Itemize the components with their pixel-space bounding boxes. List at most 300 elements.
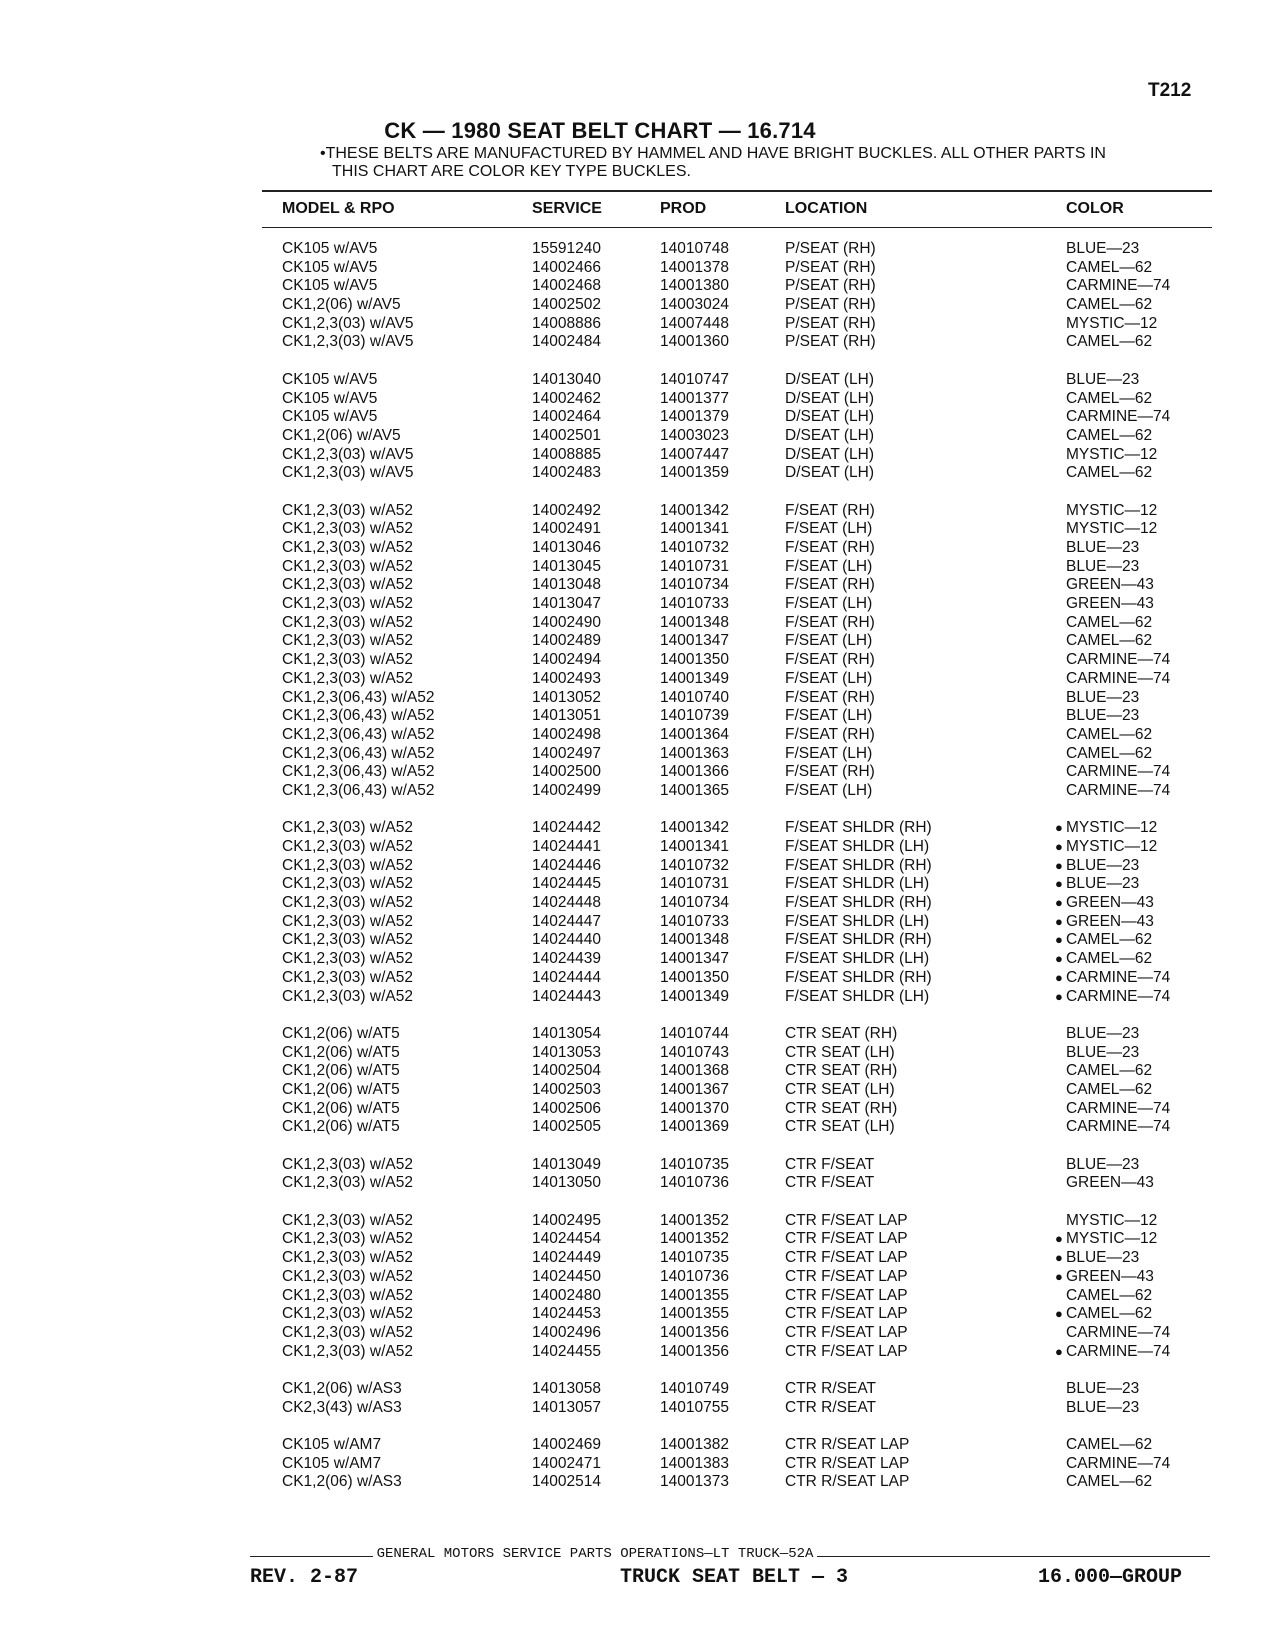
location-cell: CTR SEAT (RH)	[785, 1062, 898, 1080]
model-cell: CK1,2,3(03) w/A52	[282, 669, 413, 687]
hammel-bullet-icon: ●	[1055, 876, 1063, 892]
color-cell: BLUE—23	[1066, 1249, 1140, 1267]
location-cell: D/SEAT (LH)	[785, 408, 874, 426]
table-row	[0, 558, 1280, 577]
table-row	[0, 1118, 1280, 1137]
table-row	[0, 296, 1280, 315]
service-cell: 14013045	[532, 557, 601, 575]
color-cell: MYSTIC—12	[1066, 520, 1158, 538]
model-cell: CK1,2(06) w/AT5	[282, 1118, 400, 1136]
location-cell: D/SEAT (LH)	[785, 370, 874, 388]
service-cell: 14002483	[532, 464, 601, 482]
table-top-rule	[262, 190, 1212, 192]
color-cell: MYSTIC—12	[1066, 838, 1158, 855]
model-cell: CK1,2(06) w/AS3	[282, 1379, 402, 1397]
color-cell: MYSTIC—12	[1066, 445, 1158, 463]
location-cell: CTR F/SEAT	[785, 1174, 875, 1192]
prod-cell: 14001366	[660, 763, 729, 781]
service-cell: 14002496	[532, 1323, 601, 1341]
model-cell: CK105 w/AV5	[282, 240, 378, 257]
prod-cell: 14001348	[660, 613, 729, 631]
color-cell: CAMEL—62	[1066, 258, 1153, 276]
hammel-bullet-icon: ●	[1055, 1306, 1063, 1322]
service-cell: 14008885	[532, 445, 601, 463]
table-row	[0, 651, 1280, 670]
table-header-rule	[262, 227, 1212, 228]
location-cell: P/SEAT (RH)	[785, 258, 876, 276]
location-cell: F/SEAT (RH)	[785, 539, 875, 556]
color-cell: GREEN—43	[1066, 595, 1154, 613]
prod-cell: 14001373	[660, 1473, 729, 1491]
table-row	[0, 1473, 1280, 1492]
table-row	[0, 950, 1280, 969]
service-cell: 14002469	[532, 1436, 601, 1453]
prod-cell: 14001370	[660, 1099, 729, 1117]
buckle-note	[320, 145, 1160, 181]
service-cell: 14024453	[532, 1305, 601, 1323]
header-model: MODEL & RPO	[282, 200, 395, 217]
service-cell: 14024454	[532, 1230, 601, 1248]
prod-cell: 14001341	[660, 520, 729, 538]
service-cell: 14013057	[532, 1398, 601, 1416]
prod-cell: 14001355	[660, 1286, 729, 1304]
color-cell: CAMEL—62	[1066, 1473, 1153, 1491]
hammel-bullet-icon: ●	[1055, 913, 1063, 929]
service-cell: 14002466	[532, 258, 601, 276]
model-cell: CK1,2,3(03) w/A52	[282, 1230, 413, 1248]
model-cell: CK1,2,3(06,43) w/A52	[282, 744, 435, 762]
location-cell: F/SEAT SHLDR (LH)	[785, 838, 930, 855]
color-cell: CAMEL—62	[1066, 1062, 1153, 1080]
model-cell: CK1,2,3(03) w/A52	[282, 651, 413, 669]
model-cell: CK1,2(06) w/AT5	[282, 1024, 400, 1042]
row-group	[0, 371, 1280, 483]
color-cell: MYSTIC—12	[1066, 1230, 1158, 1248]
model-cell: CK1,2,3(03) w/A52	[282, 987, 413, 1005]
model-cell: CK1,2(06) w/AS3	[282, 1473, 402, 1491]
prod-cell: 14010732	[660, 856, 729, 874]
table-row	[0, 446, 1280, 465]
location-cell: CTR F/SEAT LAP	[785, 1267, 908, 1285]
table-row	[0, 1380, 1280, 1399]
location-cell: D/SEAT (LH)	[785, 389, 874, 407]
model-cell: CK1,2,3(03) w/A52	[282, 1323, 413, 1341]
color-cell: CAMEL—62	[1066, 1080, 1153, 1098]
prod-cell: 14007447	[660, 445, 729, 463]
color-cell: CAMEL—62	[1066, 744, 1153, 762]
location-cell: F/SEAT (LH)	[785, 632, 873, 650]
service-cell: 14024444	[532, 968, 601, 986]
service-cell: 14013050	[532, 1174, 601, 1192]
service-cell: 14013040	[532, 370, 601, 388]
table-row	[0, 1343, 1280, 1362]
color-cell: BLUE—23	[1066, 1024, 1140, 1042]
model-cell: CK1,2(06) w/AT5	[282, 1062, 400, 1080]
table-row	[0, 595, 1280, 614]
table-row	[0, 875, 1280, 894]
model-cell: CK1,2(06) w/AT5	[282, 1080, 400, 1098]
table-row	[0, 969, 1280, 988]
location-cell: F/SEAT (LH)	[785, 744, 873, 762]
table-row	[0, 1212, 1280, 1231]
table-row	[0, 1230, 1280, 1249]
model-cell: CK1,2,3(03) w/AV5	[282, 464, 414, 482]
location-cell: F/SEAT (RH)	[785, 725, 875, 743]
hammel-bullet-icon: ●	[1055, 951, 1063, 967]
prod-cell: 14010735	[660, 1249, 729, 1267]
color-cell: CARMINE—74	[1066, 1342, 1171, 1360]
service-cell: 14002490	[532, 613, 601, 631]
prod-cell: 14001356	[660, 1323, 729, 1341]
location-cell: CTR SEAT (RH)	[785, 1099, 898, 1117]
location-cell: F/SEAT SHLDR (RH)	[785, 931, 932, 949]
model-cell: CK1,2,3(03) w/A52	[282, 595, 413, 613]
row-group	[0, 1156, 1280, 1193]
location-cell: F/SEAT SHLDR (LH)	[785, 912, 930, 930]
header-location: LOCATION	[785, 200, 868, 217]
table-row	[0, 464, 1280, 483]
model-cell: CK1,2,3(03) w/A52	[282, 613, 413, 631]
service-cell: 14002468	[532, 277, 601, 295]
service-cell: 14002502	[532, 296, 601, 314]
location-cell: CTR F/SEAT LAP	[785, 1249, 908, 1267]
table-row	[0, 502, 1280, 521]
service-cell: 14024445	[532, 875, 601, 893]
prod-cell: 14001364	[660, 725, 729, 743]
location-cell: CTR SEAT (LH)	[785, 1043, 895, 1061]
color-cell: CAMEL—62	[1066, 333, 1153, 351]
row-group	[0, 240, 1280, 352]
color-cell: CARMINE—74	[1066, 1323, 1171, 1341]
hammel-bullet-icon: ●	[1055, 932, 1063, 948]
location-cell: F/SEAT SHLDR (LH)	[785, 875, 930, 893]
hammel-bullet-icon: ●	[1055, 969, 1063, 985]
table-row	[0, 988, 1280, 1007]
prod-cell: 14010739	[660, 707, 729, 725]
model-cell: CK1,2,3(03) w/A52	[282, 539, 413, 556]
location-cell: D/SEAT (LH)	[785, 464, 874, 482]
color-cell: CAMEL—62	[1066, 1305, 1153, 1323]
color-cell: CARMINE—74	[1066, 987, 1171, 1005]
service-cell: 14013054	[532, 1024, 601, 1042]
location-cell: F/SEAT (LH)	[785, 707, 873, 725]
table-row	[0, 1455, 1280, 1474]
footer-group: 16.000—GROUP	[1038, 1566, 1183, 1589]
table-row	[0, 1081, 1280, 1100]
table-row	[0, 371, 1280, 390]
color-cell: BLUE—23	[1066, 1155, 1140, 1173]
color-cell: CARMINE—74	[1066, 277, 1171, 295]
hammel-bullet-icon: ●	[1055, 1231, 1063, 1247]
model-cell: CK105 w/AV5	[282, 370, 378, 388]
location-cell: F/SEAT (RH)	[785, 613, 875, 631]
location-cell: CTR R/SEAT	[785, 1398, 876, 1416]
service-cell: 14002501	[532, 426, 601, 444]
service-cell: 14013048	[532, 576, 601, 594]
color-cell: BLUE—23	[1066, 707, 1140, 725]
service-cell: 14013053	[532, 1043, 601, 1061]
prod-cell: 14001365	[660, 781, 729, 799]
service-cell: 14024443	[532, 987, 601, 1005]
model-cell: CK105 w/AV5	[282, 258, 378, 276]
prod-cell: 14010740	[660, 688, 729, 706]
color-cell: CAMEL—62	[1066, 931, 1153, 949]
location-cell: F/SEAT (RH)	[785, 576, 875, 594]
color-cell: CARMINE—74	[1066, 651, 1171, 669]
table-row	[0, 913, 1280, 932]
model-cell: CK1,2,3(03) w/A52	[282, 819, 413, 837]
prod-cell: 14010733	[660, 595, 729, 613]
model-cell: CK1,2,3(06,43) w/A52	[282, 725, 435, 743]
model-cell: CK1,2,3(03) w/A52	[282, 576, 413, 594]
service-cell: 14002503	[532, 1080, 601, 1098]
location-cell: CTR F/SEAT	[785, 1155, 875, 1173]
prod-cell: 14010734	[660, 894, 729, 912]
location-cell: CTR F/SEAT LAP	[785, 1230, 908, 1248]
hammel-bullet-icon: ●	[1055, 1268, 1063, 1284]
color-cell: CAMEL—62	[1066, 632, 1153, 650]
location-cell: F/SEAT SHLDR (LH)	[785, 987, 930, 1005]
location-cell: F/SEAT SHLDR (RH)	[785, 894, 932, 912]
prod-cell: 14001359	[660, 464, 729, 482]
location-cell: D/SEAT (LH)	[785, 445, 874, 463]
prod-cell: 14001368	[660, 1062, 729, 1080]
hammel-bullet-icon: ●	[1055, 988, 1063, 1004]
table-row	[0, 1324, 1280, 1343]
location-cell: P/SEAT (RH)	[785, 277, 876, 295]
table-header	[0, 200, 1280, 220]
prod-cell: 14001348	[660, 931, 729, 949]
hammel-bullet-icon: ●	[1055, 895, 1063, 911]
service-cell: 14002462	[532, 389, 601, 407]
prod-cell: 14010743	[660, 1043, 729, 1061]
model-cell: CK1,2,3(03) w/A52	[282, 1267, 413, 1285]
color-cell: CARMINE—74	[1066, 1454, 1171, 1472]
row-group	[0, 1436, 1280, 1492]
prod-cell: 14001383	[660, 1454, 729, 1472]
service-cell: 14013046	[532, 539, 601, 556]
color-cell: CAMEL—62	[1066, 1436, 1153, 1453]
service-cell: 14024442	[532, 819, 601, 837]
prod-cell: 14010735	[660, 1155, 729, 1173]
model-cell: CK1,2,3(03) w/A52	[282, 1286, 413, 1304]
service-cell: 14002497	[532, 744, 601, 762]
table-row	[0, 1044, 1280, 1063]
table-row	[0, 259, 1280, 278]
model-cell: CK1,2,3(03) w/A52	[282, 875, 413, 893]
hammel-bullet-icon: ●	[1055, 839, 1063, 854]
model-cell: CK1,2,3(03) w/A52	[282, 1305, 413, 1323]
model-cell: CK1,2(06) w/AT5	[282, 1043, 400, 1061]
location-cell: CTR SEAT (LH)	[785, 1118, 895, 1136]
color-cell: CARMINE—74	[1066, 408, 1171, 426]
model-cell: CK105 w/AV5	[282, 277, 378, 295]
footer-operations-text: GENERAL MOTORS SERVICE PARTS OPERATIONS—LT TRUCK—52A	[373, 1546, 818, 1562]
service-cell: 14024450	[532, 1267, 601, 1285]
prod-cell: 14001350	[660, 968, 729, 986]
table-row	[0, 240, 1280, 259]
location-cell: CTR R/SEAT	[785, 1379, 876, 1397]
service-cell: 14002506	[532, 1099, 601, 1117]
table-row	[0, 1174, 1280, 1193]
prod-cell: 14010747	[660, 370, 729, 388]
prod-cell: 14001342	[660, 501, 729, 519]
service-cell: 14002480	[532, 1286, 601, 1304]
model-cell: CK1,2,3(03) w/A52	[282, 931, 413, 949]
prod-cell: 14001367	[660, 1080, 729, 1098]
model-cell: CK1,2,3(03) w/A52	[282, 950, 413, 968]
color-cell: CARMINE—74	[1066, 781, 1171, 799]
row-group	[0, 819, 1280, 1006]
model-cell: CK105 w/AV5	[282, 408, 378, 426]
prod-cell: 14001349	[660, 987, 729, 1005]
color-cell: BLUE—23	[1066, 1043, 1140, 1061]
model-cell: CK105 w/AM7	[282, 1436, 382, 1453]
color-cell: MYSTIC—12	[1066, 314, 1158, 332]
prod-cell: 14001369	[660, 1118, 729, 1136]
table-row	[0, 539, 1280, 558]
service-cell: 14013058	[532, 1379, 601, 1397]
table-row	[0, 333, 1280, 352]
color-cell: CAMEL—62	[1066, 950, 1153, 968]
model-cell: CK1,2,3(03) w/A52	[282, 501, 413, 519]
prod-cell: 14001352	[660, 1230, 729, 1248]
location-cell: P/SEAT (RH)	[785, 314, 876, 332]
model-cell: CK2,3(43) w/AS3	[282, 1398, 402, 1416]
chart-title: CK — 1980 SEAT BELT CHART — 16.714	[384, 118, 816, 143]
table-row	[0, 1268, 1280, 1287]
model-cell: CK1,2,3(03) w/A52	[282, 632, 413, 650]
color-cell: BLUE—23	[1066, 557, 1140, 575]
footer-revision: REV. 2-87	[250, 1566, 359, 1589]
model-cell: CK1,2,3(06,43) w/A52	[282, 688, 435, 706]
buckle-note-line-2: THIS CHART ARE COLOR KEY TYPE BUCKLES.	[332, 163, 691, 180]
service-cell: 14024440	[532, 931, 601, 949]
location-cell: F/SEAT SHLDR (RH)	[785, 856, 932, 874]
table-row	[0, 277, 1280, 296]
prod-cell: 14010755	[660, 1398, 729, 1416]
color-cell: CAMEL—62	[1066, 725, 1153, 743]
model-cell: CK1,2,3(06,43) w/A52	[282, 781, 435, 799]
prod-cell: 14010736	[660, 1174, 729, 1192]
page-id: T212	[1148, 80, 1192, 101]
service-cell: 14024447	[532, 912, 601, 930]
model-cell: CK1,2,3(06,43) w/A52	[282, 763, 435, 781]
model-cell: CK1,2,3(03) w/AV5	[282, 445, 414, 463]
table-row	[0, 838, 1280, 857]
color-cell: CARMINE—74	[1066, 968, 1171, 986]
color-cell: GREEN—43	[1066, 576, 1154, 594]
color-cell: CAMEL—62	[1066, 1286, 1153, 1304]
color-cell: CAMEL—62	[1066, 613, 1153, 631]
location-cell: F/SEAT (RH)	[785, 651, 875, 669]
service-cell: 14002495	[532, 1211, 601, 1229]
prod-cell: 14001355	[660, 1305, 729, 1323]
table-row	[0, 632, 1280, 651]
location-cell: F/SEAT (LH)	[785, 595, 873, 613]
color-cell: MYSTIC—12	[1066, 819, 1158, 837]
model-cell: CK1,2,3(03) w/A52	[282, 1211, 413, 1229]
color-cell: MYSTIC—12	[1066, 501, 1158, 519]
header-color: COLOR	[1066, 200, 1124, 217]
prod-cell: 14001360	[660, 333, 729, 351]
prod-cell: 14001342	[660, 819, 729, 837]
buckle-note-line-1: •THESE BELTS ARE MANUFACTURED BY HAMMEL AND HAVE BRIGHT BUCKLES. ALL OTHER PARTS IN	[320, 145, 1106, 162]
table-row	[0, 1156, 1280, 1175]
prod-cell: 14001349	[660, 669, 729, 687]
location-cell: CTR SEAT (RH)	[785, 1024, 898, 1042]
prod-cell: 14010749	[660, 1379, 729, 1397]
table-row	[0, 1399, 1280, 1418]
location-cell: F/SEAT (LH)	[785, 669, 873, 687]
model-cell: CK1,2,3(03) w/A52	[282, 557, 413, 575]
model-cell: CK1,2,3(03) w/A52	[282, 968, 413, 986]
table-row	[0, 1305, 1280, 1324]
table-row	[0, 670, 1280, 689]
service-cell: 14024448	[532, 894, 601, 912]
service-cell: 14002492	[532, 501, 601, 519]
color-cell: CARMINE—74	[1066, 763, 1171, 781]
table-row	[0, 689, 1280, 708]
table-row	[0, 1287, 1280, 1306]
prod-cell: 14001356	[660, 1342, 729, 1360]
model-cell: CK105 w/AM7	[282, 1454, 382, 1472]
location-cell: CTR SEAT (LH)	[785, 1080, 895, 1098]
model-cell: CK1,2,3(03) w/A52	[282, 894, 413, 912]
service-cell: 14002491	[532, 520, 601, 538]
model-cell: CK105 w/AV5	[282, 389, 378, 407]
seat-belt-table	[0, 240, 1280, 1511]
table-row	[0, 614, 1280, 633]
model-cell: CK1,2,3(03) w/A52	[282, 856, 413, 874]
model-cell: CK1,2,3(06,43) w/A52	[282, 707, 435, 725]
prod-cell: 14010731	[660, 557, 729, 575]
color-cell: BLUE—23	[1066, 1379, 1140, 1397]
service-cell: 14024446	[532, 856, 601, 874]
prod-cell: 14001347	[660, 632, 729, 650]
table-row	[0, 707, 1280, 726]
color-cell: BLUE—23	[1066, 240, 1140, 257]
location-cell: F/SEAT SHLDR (RH)	[785, 819, 932, 837]
table-row	[0, 315, 1280, 334]
service-cell: 14002504	[532, 1062, 601, 1080]
service-cell: 14013051	[532, 707, 601, 725]
location-cell: P/SEAT (RH)	[785, 296, 876, 314]
prod-cell: 14010734	[660, 576, 729, 594]
prod-cell: 14001379	[660, 408, 729, 426]
color-cell: BLUE—23	[1066, 875, 1140, 893]
color-cell: BLUE—23	[1066, 856, 1140, 874]
location-cell: P/SEAT (RH)	[785, 333, 876, 351]
location-cell: CTR R/SEAT LAP	[785, 1473, 910, 1491]
service-cell: 14002489	[532, 632, 601, 650]
location-cell: F/SEAT SHLDR (LH)	[785, 950, 930, 968]
footer-section: TRUCK SEAT BELT — 3	[620, 1566, 849, 1589]
model-cell: CK1,2,3(03) w/A52	[282, 520, 413, 538]
location-cell: F/SEAT SHLDR (RH)	[785, 968, 932, 986]
color-cell: CAMEL—62	[1066, 296, 1153, 314]
prod-cell: 14001352	[660, 1211, 729, 1229]
location-cell: D/SEAT (LH)	[785, 426, 874, 444]
location-cell: CTR F/SEAT LAP	[785, 1305, 908, 1323]
service-cell: 14002498	[532, 725, 601, 743]
model-cell: CK1,2,3(03) w/AV5	[282, 333, 414, 351]
location-cell: CTR F/SEAT LAP	[785, 1342, 908, 1360]
location-cell: CTR F/SEAT LAP	[785, 1323, 908, 1341]
location-cell: CTR R/SEAT LAP	[785, 1454, 910, 1472]
location-cell: F/SEAT (RH)	[785, 688, 875, 706]
footer-operations	[0, 1546, 1190, 1562]
